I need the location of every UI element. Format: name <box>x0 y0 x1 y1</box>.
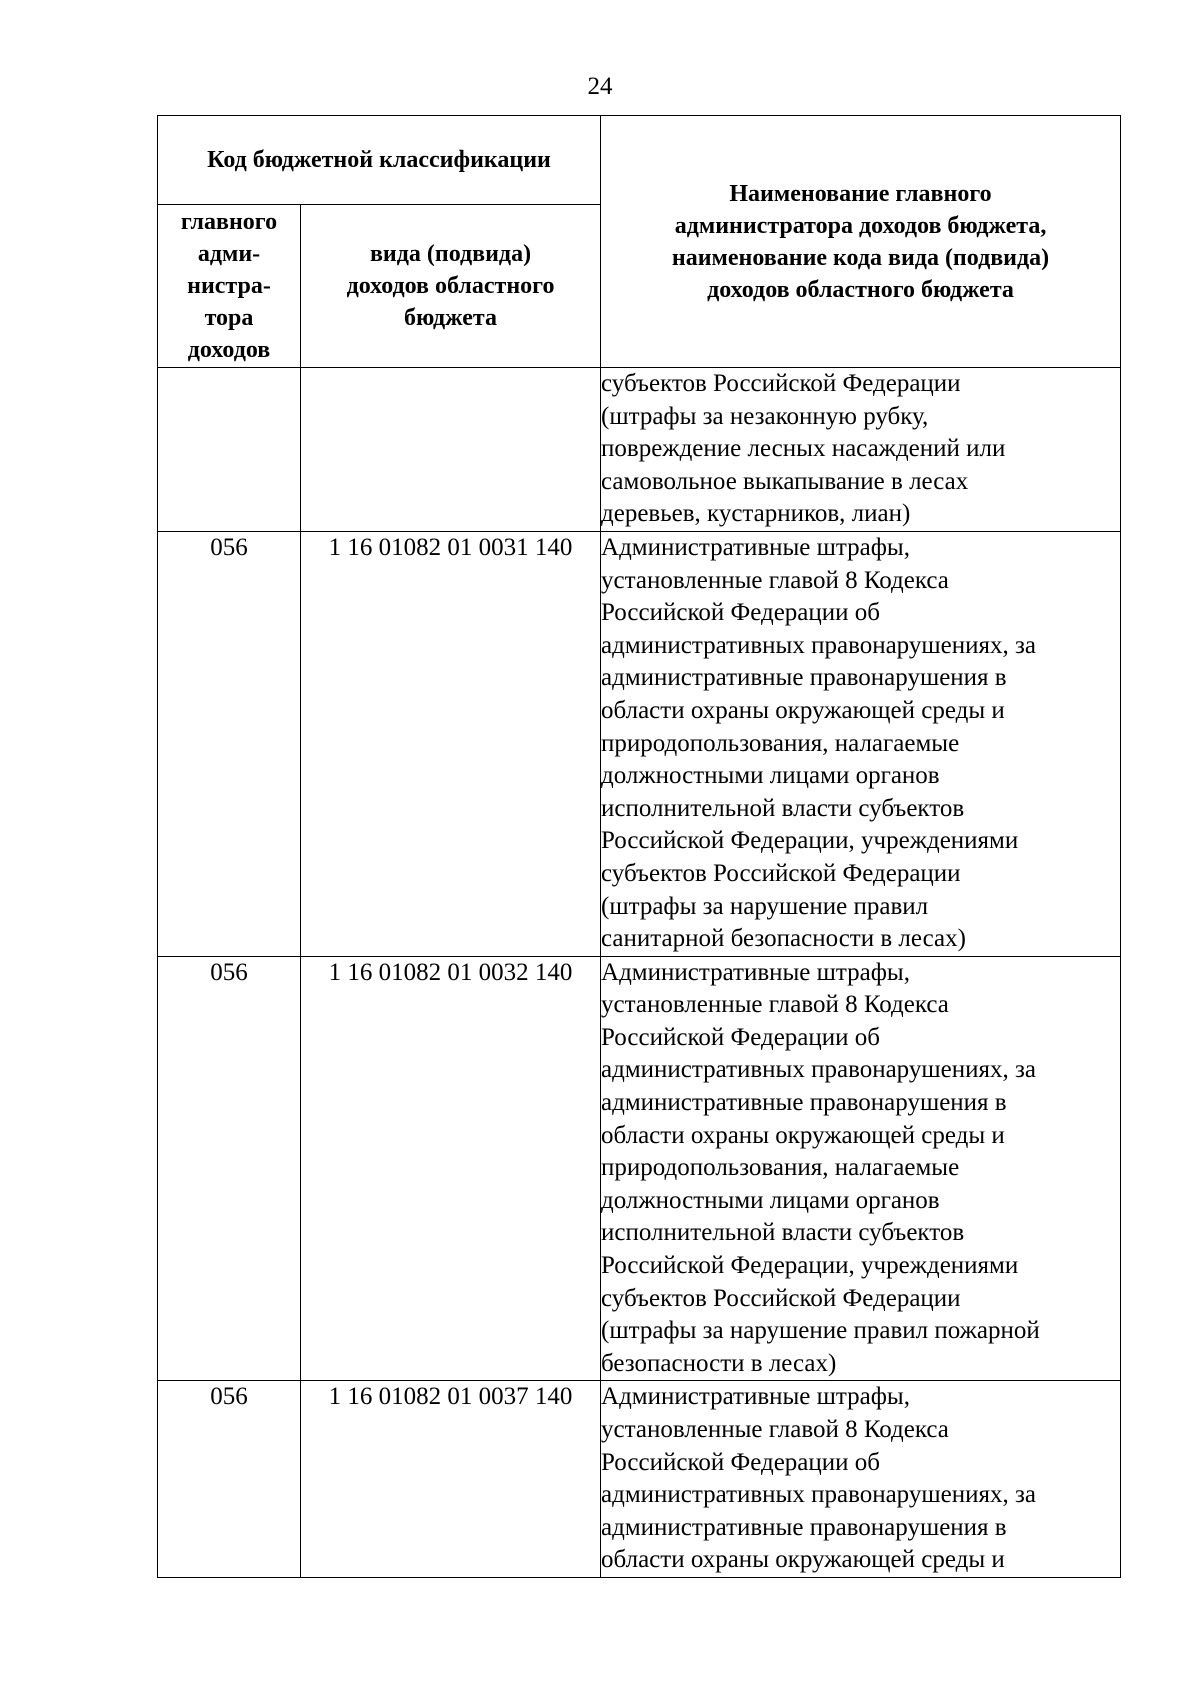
income-code-cell: 1 16 01082 01 0031 140 <box>301 531 601 956</box>
admin-code-cell: 056 <box>158 1381 301 1578</box>
header-line: доходов <box>187 337 271 363</box>
header-name <box>601 116 1121 368</box>
header-line: главного <box>180 209 278 235</box>
income-name-line: административных правонарушениях, за <box>601 1481 1036 1509</box>
income-name-line: Российской Федерации, учреждениями <box>601 827 1019 855</box>
header-admin-code <box>158 205 301 368</box>
income-name-line: установленные главой 8 Кодекса <box>601 566 949 594</box>
income-name-line: Российской Федерации об <box>601 1448 881 1476</box>
income-name-cell <box>601 368 1121 532</box>
header-line: адми- <box>197 241 261 267</box>
income-code-cell: 1 16 01082 01 0037 140 <box>301 1381 601 1578</box>
income-name-line: Административные штрафы, <box>601 958 910 986</box>
income-name-line: природопользования, налагаемые <box>601 729 960 757</box>
header-line: администратора доходов бюджета, <box>674 212 1047 239</box>
header-line: наименование кода вида (подвида) <box>671 244 1050 271</box>
income-name-cell <box>601 956 1121 1381</box>
header-line: доходов областного бюджета <box>707 276 1014 303</box>
income-name-line: Российской Федерации, учреждениями <box>601 1252 1019 1280</box>
income-name-line: субъектов Российской Федерации <box>601 1284 961 1312</box>
admin-code-cell: 056 <box>158 531 301 956</box>
table-row <box>158 531 1121 956</box>
income-code-cell: 1 16 01082 01 0032 140 <box>301 956 601 1381</box>
income-name-line: (штрафы за нарушение правил <box>601 892 929 920</box>
income-name-line: Административные штрафы, <box>601 533 910 561</box>
income-name-cell <box>601 531 1121 956</box>
table-row <box>158 1381 1121 1578</box>
income-name-line: административные правонарушения в <box>601 664 1007 692</box>
header-classification-code: Код бюджетной классификации <box>158 116 601 205</box>
header-line: вида (подвида) <box>369 241 532 267</box>
income-name-line: административных правонарушениях, за <box>601 631 1036 659</box>
table-row <box>158 956 1121 1381</box>
header-line: доходов областного <box>346 273 555 299</box>
income-name-line: Административные штрафы, <box>601 1383 910 1411</box>
income-name-line: безопасности в лесах) <box>601 1349 837 1377</box>
table-body <box>158 368 1121 1578</box>
income-name-line: должностными лицами органов <box>601 1186 940 1214</box>
page-number: 24 <box>587 73 613 100</box>
income-name-cell <box>601 1381 1121 1578</box>
budget-classification-table <box>157 115 1121 1578</box>
header-line: Наименование главного <box>729 180 992 207</box>
income-name-line: Российской Федерации об <box>601 599 881 627</box>
income-name-line: установленные главой 8 Кодекса <box>601 1416 949 1443</box>
income-name-line: Российской Федерации об <box>601 1023 881 1051</box>
income-name-line: исполнительной власти субъектов <box>601 794 965 822</box>
income-name-line: деревьев, кустарников, лиан) <box>601 500 911 528</box>
income-name-line: (штрафы за нарушение правил пожарной <box>601 1317 1040 1345</box>
income-name-line: самовольное выкапывание в лесах <box>601 467 969 495</box>
income-name-line: административные правонарушения в <box>601 1089 1007 1117</box>
header-line: бюджета <box>404 305 497 331</box>
header-income-type-code <box>301 205 601 368</box>
income-name-line: области охраны окружающей среды и <box>601 1121 1005 1149</box>
header-row-1 <box>158 116 1121 205</box>
income-name-line: должностными лицами органов <box>601 762 940 790</box>
income-name-line: санитарной безопасности в лесах) <box>601 925 966 953</box>
income-name-line: (штрафы за незаконную рубку, <box>601 402 929 430</box>
income-name-line: административные правонарушения в <box>601 1513 1007 1541</box>
income-name-line: природопользования, налагаемые <box>601 1154 960 1182</box>
income-name-line: исполнительной власти субъектов <box>601 1219 965 1247</box>
admin-code-cell: 056 <box>158 956 301 1381</box>
income-name-line: субъектов Российской Федерации <box>601 859 961 887</box>
income-name-line: административных правонарушениях, за <box>601 1056 1036 1084</box>
header-line: тора <box>204 305 254 331</box>
income-name-line: субъектов Российской Федерации <box>601 370 961 397</box>
income-name-line: области охраны окружающей среды и <box>601 1546 1005 1574</box>
income-code-cell <box>301 368 601 532</box>
income-name-line: установленные главой 8 Кодекса <box>601 991 949 1019</box>
table-row <box>158 368 1121 532</box>
header-line: нистра- <box>187 273 271 299</box>
admin-code-cell <box>158 368 301 532</box>
income-name-line: повреждение лесных насаждений или <box>601 435 1006 463</box>
income-name-line: области охраны окружающей среды и <box>601 696 1005 724</box>
